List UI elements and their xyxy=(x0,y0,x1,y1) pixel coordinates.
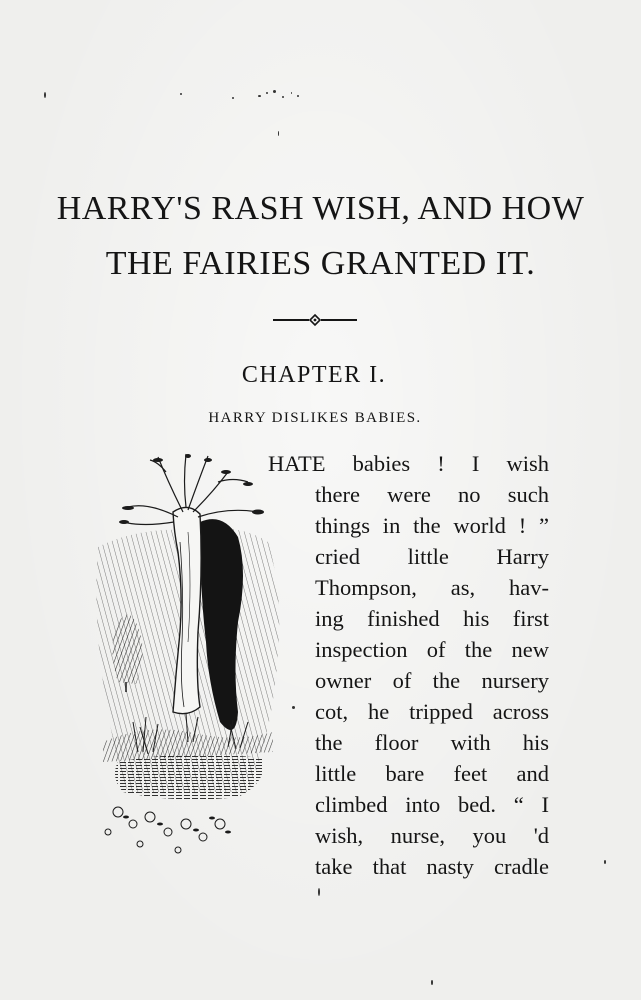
print-speck xyxy=(273,90,276,93)
body-line: there were no such xyxy=(315,482,549,507)
print-speck xyxy=(232,97,234,99)
body-line: little bare feet and xyxy=(315,761,549,786)
print-speck xyxy=(292,706,295,709)
print-speck xyxy=(604,860,606,864)
chapter-heading: CHAPTER I. xyxy=(241,362,387,388)
body-line: take that nasty cradle xyxy=(315,854,549,879)
divider-ornament-icon xyxy=(273,313,357,327)
print-speck xyxy=(266,92,268,94)
book-title-line-2: THE FAIRIES GRANTED IT. xyxy=(105,245,536,282)
body-line: cried little Harry xyxy=(315,544,549,569)
book-title-line-1: HARRY'S RASH WISH, AND HOW xyxy=(56,190,585,227)
tree-engraving-icon xyxy=(88,452,288,862)
print-speck xyxy=(431,980,433,985)
body-line: inspection of the new xyxy=(315,637,549,662)
body-line: climbed into bed. “ I xyxy=(315,792,549,817)
print-speck xyxy=(278,131,279,136)
print-speck xyxy=(180,93,182,95)
body-line: Thompson, as, hav- xyxy=(315,575,549,600)
body-first-line: HATE babies ! I wish xyxy=(268,451,549,476)
body-line: wish, nurse, you 'd xyxy=(315,823,549,848)
print-speck xyxy=(291,92,292,94)
body-line: owner of the nursery xyxy=(315,668,549,693)
body-line: cot, he tripped across xyxy=(315,699,549,724)
chapter-subheading: HARRY DISLIKES BABIES. xyxy=(208,410,422,426)
print-speck xyxy=(258,95,261,97)
body-line: the floor with his xyxy=(315,730,549,755)
body-line: ing finished his first xyxy=(315,606,549,631)
body-line: things in the world ! ” xyxy=(315,513,549,538)
print-speck xyxy=(297,95,299,97)
print-speck xyxy=(318,888,320,896)
print-speck xyxy=(282,96,284,98)
print-speck xyxy=(44,92,46,98)
